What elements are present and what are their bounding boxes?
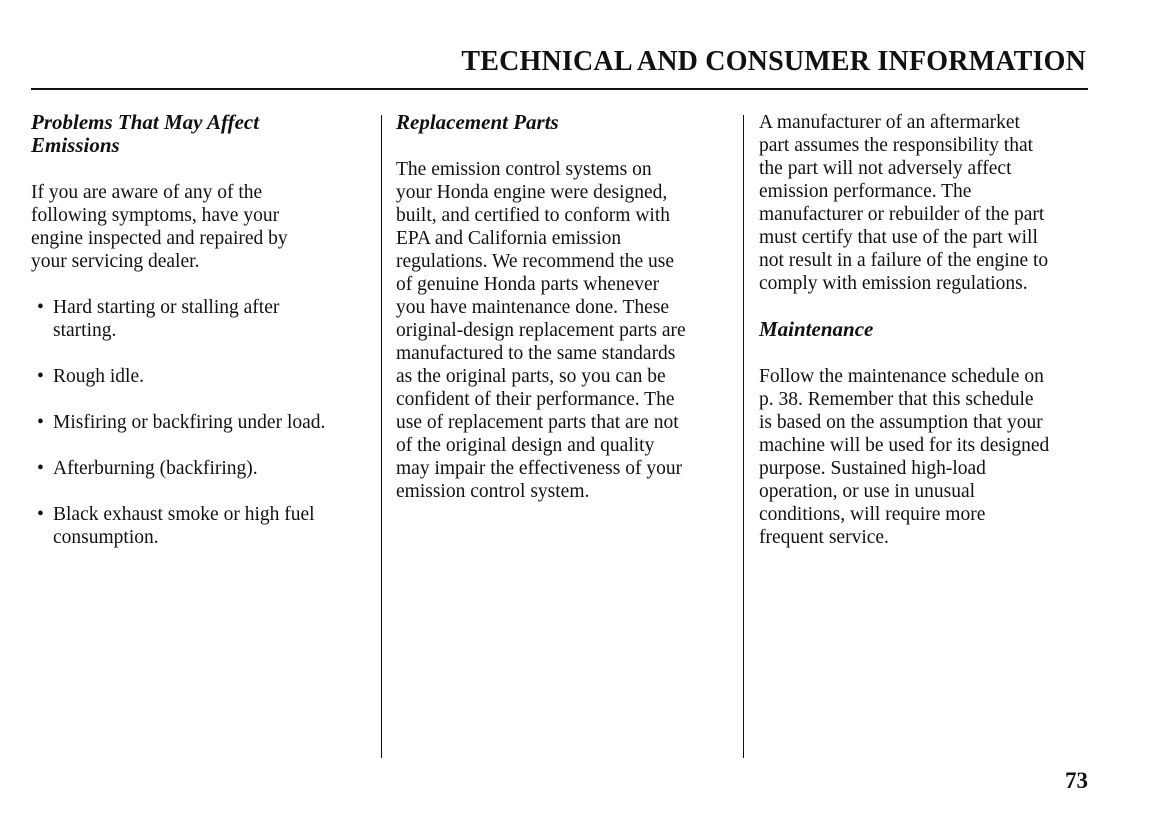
header-rule bbox=[31, 88, 1088, 90]
text-line: following symptoms, have your bbox=[31, 205, 280, 226]
text-line: Black exhaust smoke or high fuel bbox=[53, 504, 315, 525]
text-line: original-design replacement parts are bbox=[396, 320, 686, 341]
aftermarket-paragraph bbox=[759, 111, 1099, 295]
text-line: Follow the maintenance schedule on bbox=[759, 366, 1044, 387]
list-item bbox=[31, 457, 371, 480]
text-line: you have maintenance done. These bbox=[396, 297, 670, 318]
column-divider-left bbox=[381, 115, 382, 758]
text-line: of genuine Honda parts whenever bbox=[396, 274, 660, 295]
list-item bbox=[31, 503, 371, 549]
section-heading-maintenance: Maintenance bbox=[759, 317, 874, 341]
text-line: Misfiring or backfiring under load. bbox=[53, 412, 326, 433]
text-line: emission performance. The bbox=[759, 181, 972, 202]
text-line: manufacturer or rebuilder of the part bbox=[759, 204, 1045, 225]
text-line: frequent service. bbox=[759, 527, 889, 548]
text-line: machine will be used for its designed bbox=[759, 435, 1050, 456]
page-number: 73 bbox=[1065, 768, 1088, 793]
text-line: must certify that use of the part will bbox=[759, 227, 1038, 248]
text-line: comply with emission regulations. bbox=[759, 273, 1028, 294]
symptom-list bbox=[31, 296, 371, 549]
heading-line: Problems That May Affect bbox=[31, 110, 260, 134]
text-line: regulations. We recommend the use bbox=[396, 251, 675, 272]
text-line: Afterburning (backfiring). bbox=[53, 458, 258, 479]
text-line: part assumes the responsibility that bbox=[759, 135, 1034, 156]
text-line: starting. bbox=[53, 320, 117, 341]
text-line: If you are aware of any of the bbox=[31, 182, 263, 203]
text-line: engine inspected and repaired by bbox=[31, 228, 288, 249]
replacement-parts-paragraph bbox=[396, 158, 736, 503]
text-line: emission control system. bbox=[396, 481, 590, 502]
list-item bbox=[31, 411, 371, 434]
text-line: the part will not adversely affect bbox=[759, 158, 1012, 179]
text-line: manufactured to the same standards bbox=[396, 343, 676, 364]
text-line: Rough idle. bbox=[53, 366, 144, 387]
maintenance-paragraph bbox=[759, 365, 1099, 549]
column-maintenance bbox=[759, 111, 1099, 549]
list-item bbox=[31, 296, 371, 342]
text-line: your Honda engine were designed, bbox=[396, 182, 668, 203]
text-line: EPA and California emission bbox=[396, 228, 622, 249]
page-title: TECHNICAL AND CONSUMER INFORMATION bbox=[461, 46, 1086, 77]
section-heading-emission-problems bbox=[31, 111, 371, 157]
intro-paragraph bbox=[31, 181, 371, 273]
text-line: confident of their performance. The bbox=[396, 389, 675, 410]
list-item bbox=[31, 365, 371, 388]
text-line: as the original parts, so you can be bbox=[396, 366, 666, 387]
text-line: A manufacturer of an aftermarket bbox=[759, 112, 1020, 133]
bullet-icon: • bbox=[37, 504, 44, 525]
column-replacement-parts bbox=[396, 111, 736, 503]
text-line: The emission control systems on bbox=[396, 159, 652, 180]
text-line: operation, or use in unusual bbox=[759, 481, 976, 502]
heading-line: Emissions bbox=[31, 133, 120, 157]
text-line: consumption. bbox=[53, 527, 159, 548]
text-line: built, and certified to conform with bbox=[396, 205, 671, 226]
text-line: use of replacement parts that are not bbox=[396, 412, 679, 433]
section-heading-replacement-parts: Replacement Parts bbox=[396, 110, 559, 134]
text-line: may impair the effectiveness of your bbox=[396, 458, 683, 479]
bullet-icon: • bbox=[37, 366, 44, 387]
text-line: of the original design and quality bbox=[396, 435, 655, 456]
text-line: your servicing dealer. bbox=[31, 251, 200, 272]
bullet-icon: • bbox=[37, 297, 44, 318]
text-line: Hard starting or stalling after bbox=[53, 297, 280, 318]
text-line: not result in a failure of the engine to bbox=[759, 250, 1049, 271]
text-line: p. 38. Remember that this schedule bbox=[759, 389, 1034, 410]
text-line: conditions, will require more bbox=[759, 504, 986, 525]
bullet-icon: • bbox=[37, 458, 44, 479]
bullet-icon: • bbox=[37, 412, 44, 433]
column-emission-problems bbox=[31, 111, 371, 572]
column-divider-right bbox=[743, 115, 744, 758]
text-line: is based on the assumption that your bbox=[759, 412, 1043, 433]
text-line: purpose. Sustained high-load bbox=[759, 458, 986, 479]
